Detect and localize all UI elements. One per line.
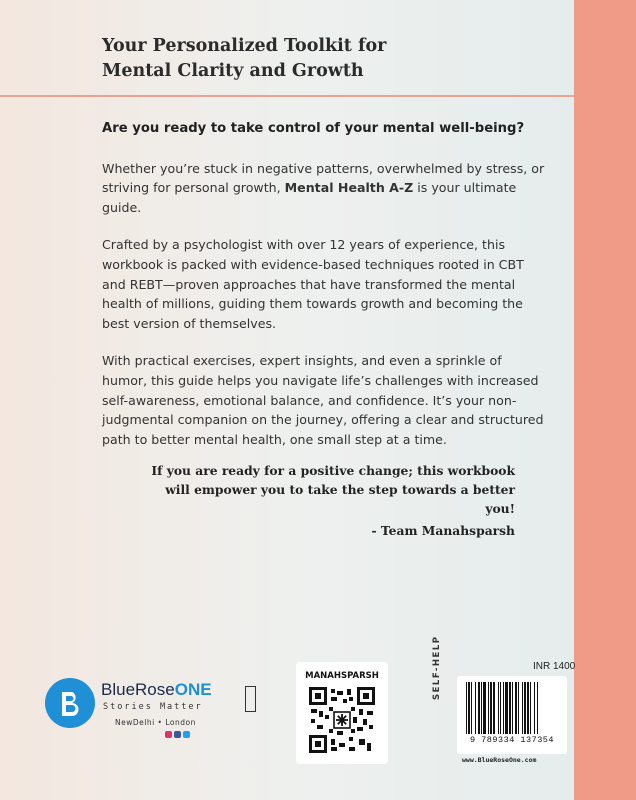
headline-line-1: Your Personalized Toolkit for (102, 36, 387, 56)
facebook-icon (174, 731, 181, 738)
price-label: INR 1400 (533, 661, 576, 672)
lead-question: Are you ready to take control of your mental well-being? (102, 121, 525, 136)
signature: - Team Manahsparsh (371, 523, 515, 538)
spine-band (574, 0, 636, 800)
barcode-icon (465, 682, 561, 734)
publisher-locations: NewDelhi • London (115, 718, 196, 727)
isbn-barcode-box (457, 676, 567, 754)
publisher-website: www.BlueRoseOne.com (462, 756, 537, 764)
closing-line-1: If you are ready for a positive change; this workbook (151, 463, 515, 478)
publisher-name (101, 680, 212, 700)
headline-line-2: Mental Clarity and Growth (102, 61, 364, 81)
closing-line-2: will empower you to take the step towards a better you! (165, 482, 515, 516)
instagram-icon (165, 731, 172, 738)
blurb (102, 119, 547, 467)
qr-code-icon (309, 687, 375, 753)
qr-title: MANAHSPARSH (305, 671, 379, 681)
social-icons (165, 731, 190, 738)
publisher-name-main: BlueRose (101, 680, 175, 699)
paragraph-3: With practical exercises, expert insights, and even a sprinkle of humor, this guide helps you navigate life’s challenges with increased self-awareness, emotional balance, and confidence. It’s your non-judgmental companion on the journey, offering a clear and structured path to better mental health, one small step at a time. (102, 353, 544, 447)
book-title: Mental Health A-Z (284, 180, 414, 196)
publisher-emblem-icon (45, 678, 95, 728)
publisher-com-box (245, 686, 256, 712)
publisher-tagline: Stories Matter (103, 702, 203, 712)
isbn-number: 9 789334 137354 (469, 735, 554, 745)
publisher-name-accent: ONE (174, 680, 212, 699)
category-label: SELF-HELP (432, 635, 442, 700)
qr-card (296, 662, 388, 764)
paragraph-2: Crafted by a psychologist with over 12 years of experience, this workbook is packed with evidence-based techniques rooted in CBT and REBT—proven approaches that have transformed the mental health of millions, guiding them towards growth and becoming the best version of themselves. (102, 237, 524, 331)
divider-rule (0, 95, 574, 97)
publisher-logo (45, 678, 275, 768)
paragraph-1 (102, 159, 547, 218)
twitter-icon (183, 731, 190, 738)
headline (102, 34, 542, 84)
paragraph-1-start: Whether you’re stuck in negative patterns, overwhelmed by stress, or striving for personal growth, (102, 160, 545, 196)
closing-statement (150, 461, 515, 540)
paragraph-1-end: is your ultimate guide. (102, 180, 517, 215)
